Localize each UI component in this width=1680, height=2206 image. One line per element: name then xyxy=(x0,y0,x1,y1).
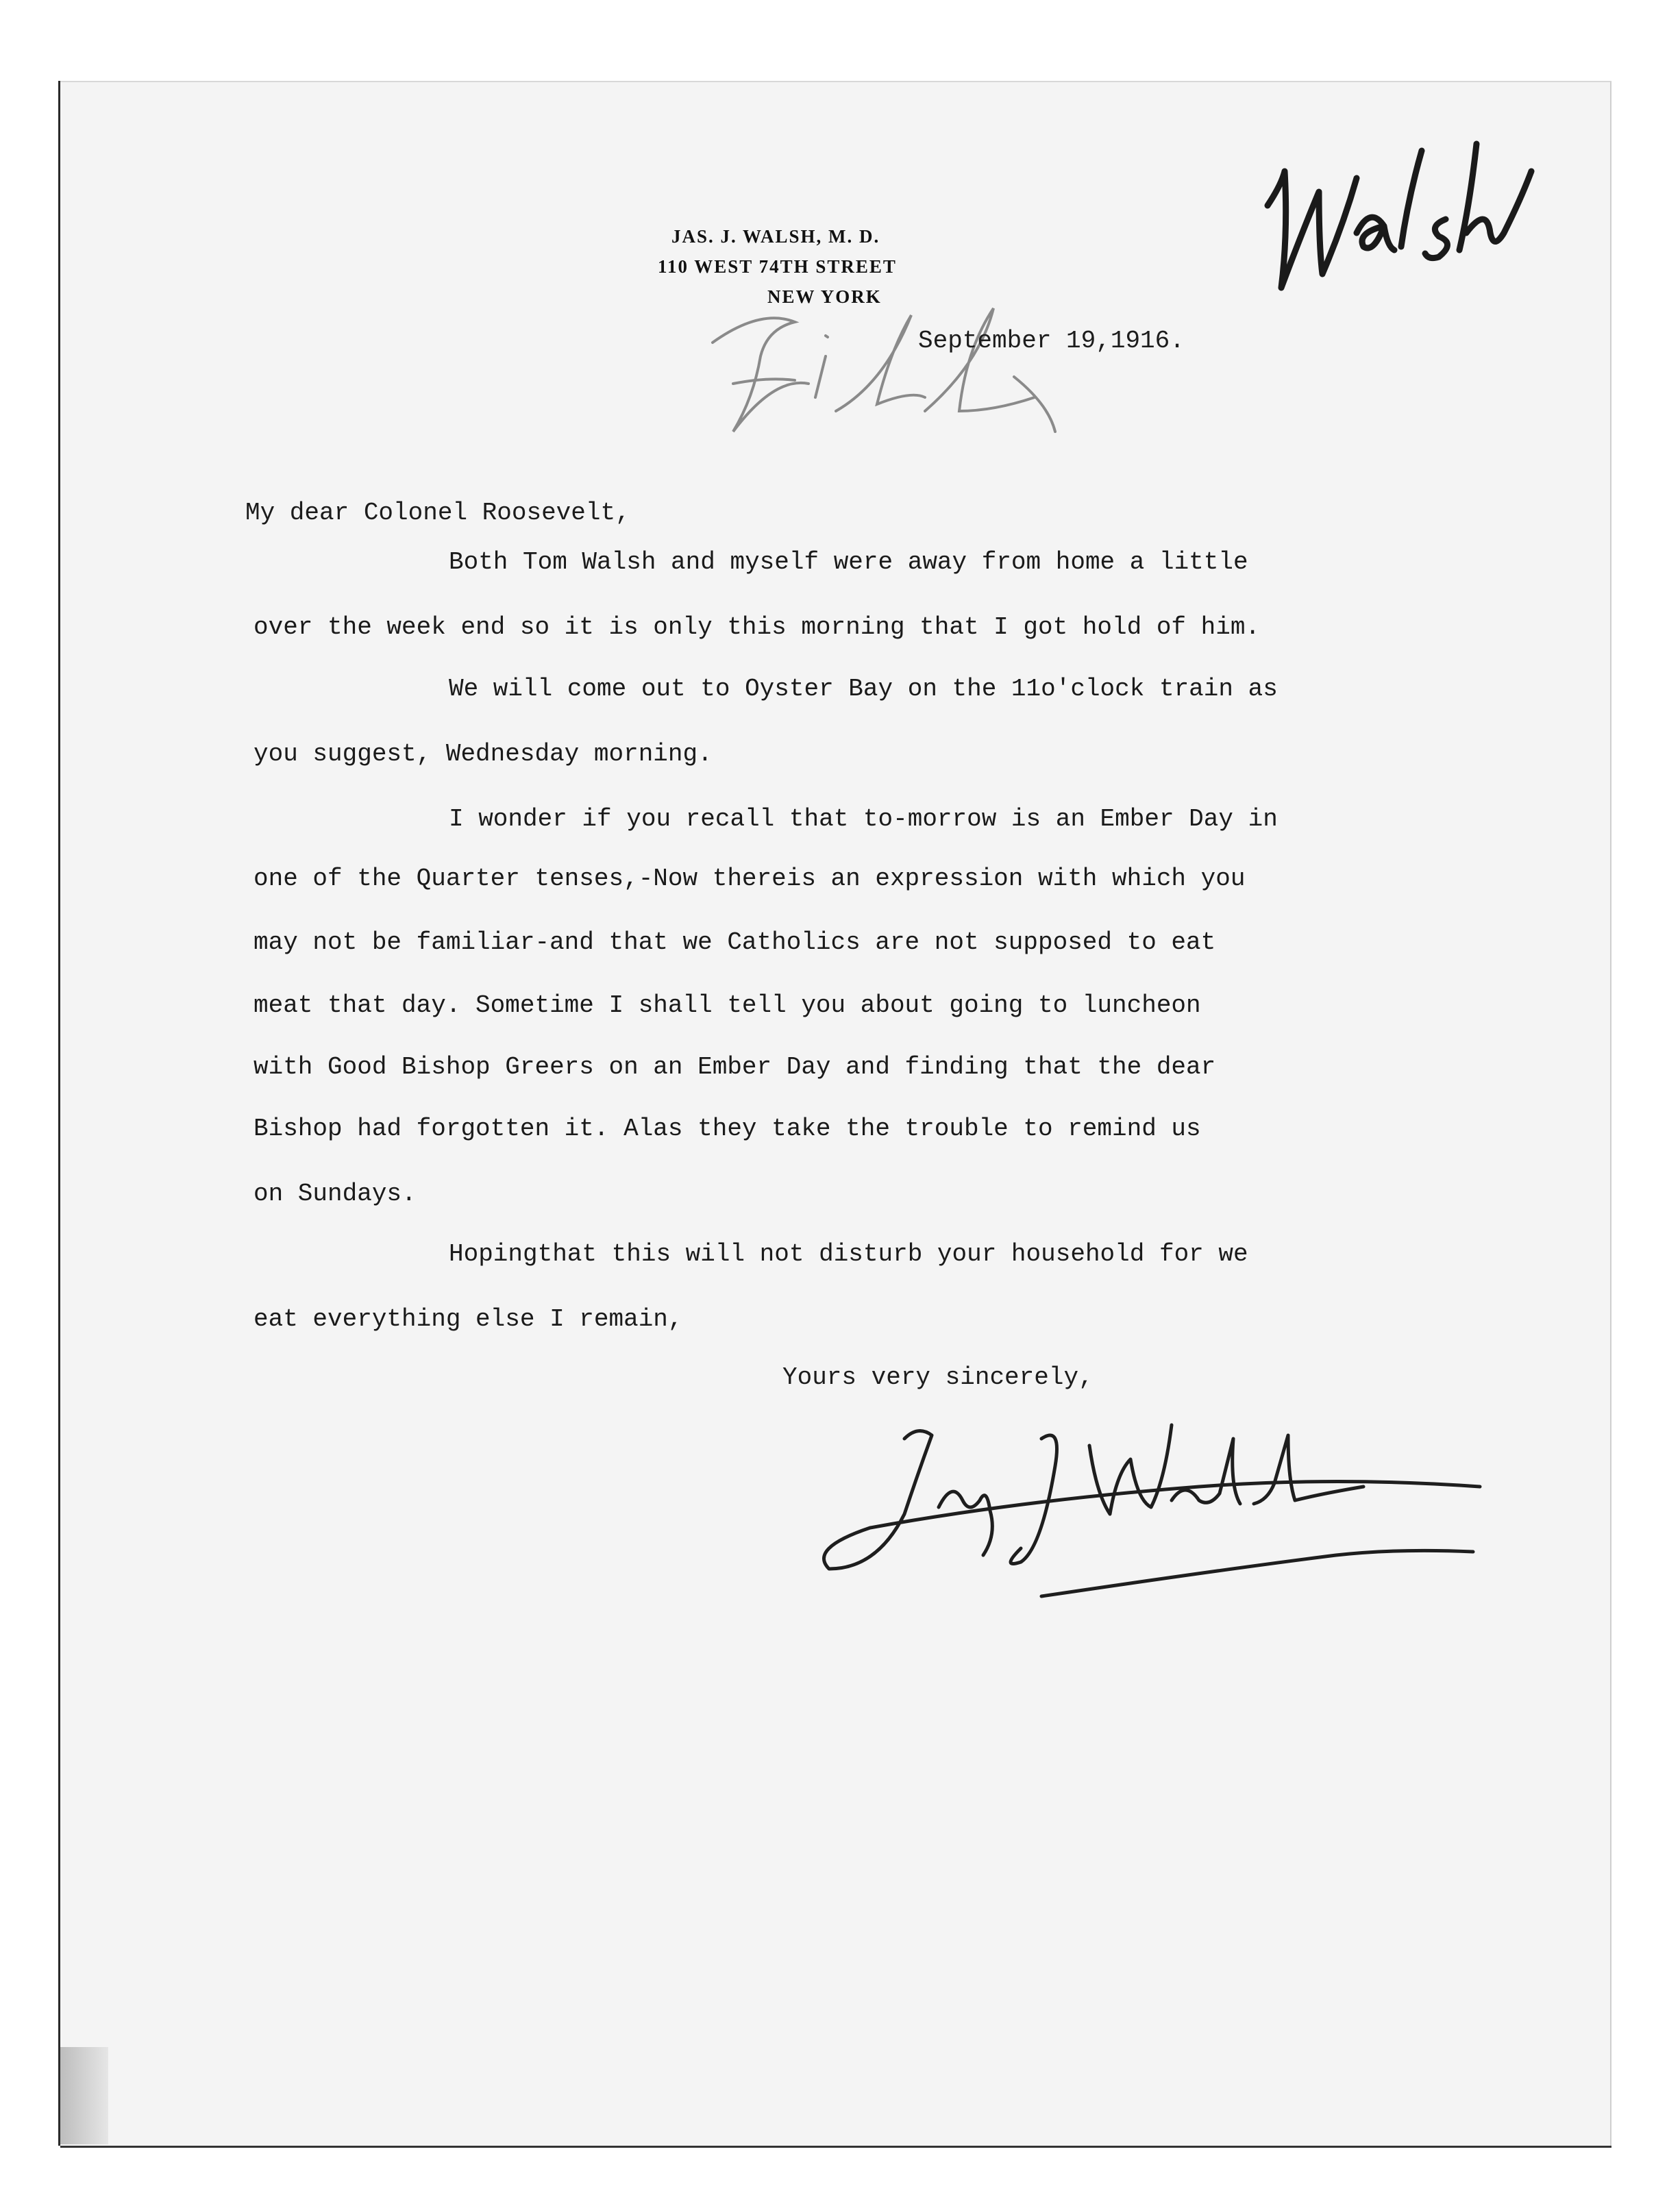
handwritten-name-annotation xyxy=(1254,130,1542,312)
body-line: We will come out to Oyster Bay on the 11o'clock train as xyxy=(449,675,1278,703)
body-line: you suggest, Wednesday morning. xyxy=(254,740,713,768)
letter-date: September 19,1916. xyxy=(918,327,1185,355)
body-line: Hopingthat this will not disturb your household for we xyxy=(449,1240,1248,1268)
body-line: Bishop had forgotten it. Alas they take the trouble to remind us xyxy=(254,1115,1201,1143)
letterhead-address: 110 WEST 74TH STREET xyxy=(658,256,897,277)
letterhead-name: JAS. J. WALSH, M. D. xyxy=(671,226,880,247)
sheet-corner-shadow xyxy=(60,2047,108,2144)
body-line: I wonder if you recall that to-morrow is an Ember Day in xyxy=(449,805,1278,833)
body-line: over the week end so it is only this morning that I got hold of him. xyxy=(254,613,1261,641)
body-line: eat everything else I remain, xyxy=(254,1305,683,1333)
salutation: My dear Colonel Roosevelt, xyxy=(245,499,630,527)
body-line: may not be familiar-and that we Catholics are not supposed to eat xyxy=(254,928,1216,956)
body-line: with Good Bishop Greers on an Ember Day and finding that the dear xyxy=(254,1053,1216,1081)
file-mark-annotation xyxy=(706,295,1062,449)
body-line: one of the Quarter tenses,-Now thereis an expression with which you xyxy=(254,865,1246,893)
body-line: meat that day. Sometime I shall tell you about going to luncheon xyxy=(254,991,1201,1019)
letterhead-city: NEW YORK xyxy=(767,286,882,307)
body-line: on Sundays. xyxy=(254,1180,417,1208)
closing: Yours very sincerely, xyxy=(782,1363,1094,1391)
signature xyxy=(815,1398,1500,1607)
body-line: Both Tom Walsh and myself were away from home a little xyxy=(449,548,1248,576)
